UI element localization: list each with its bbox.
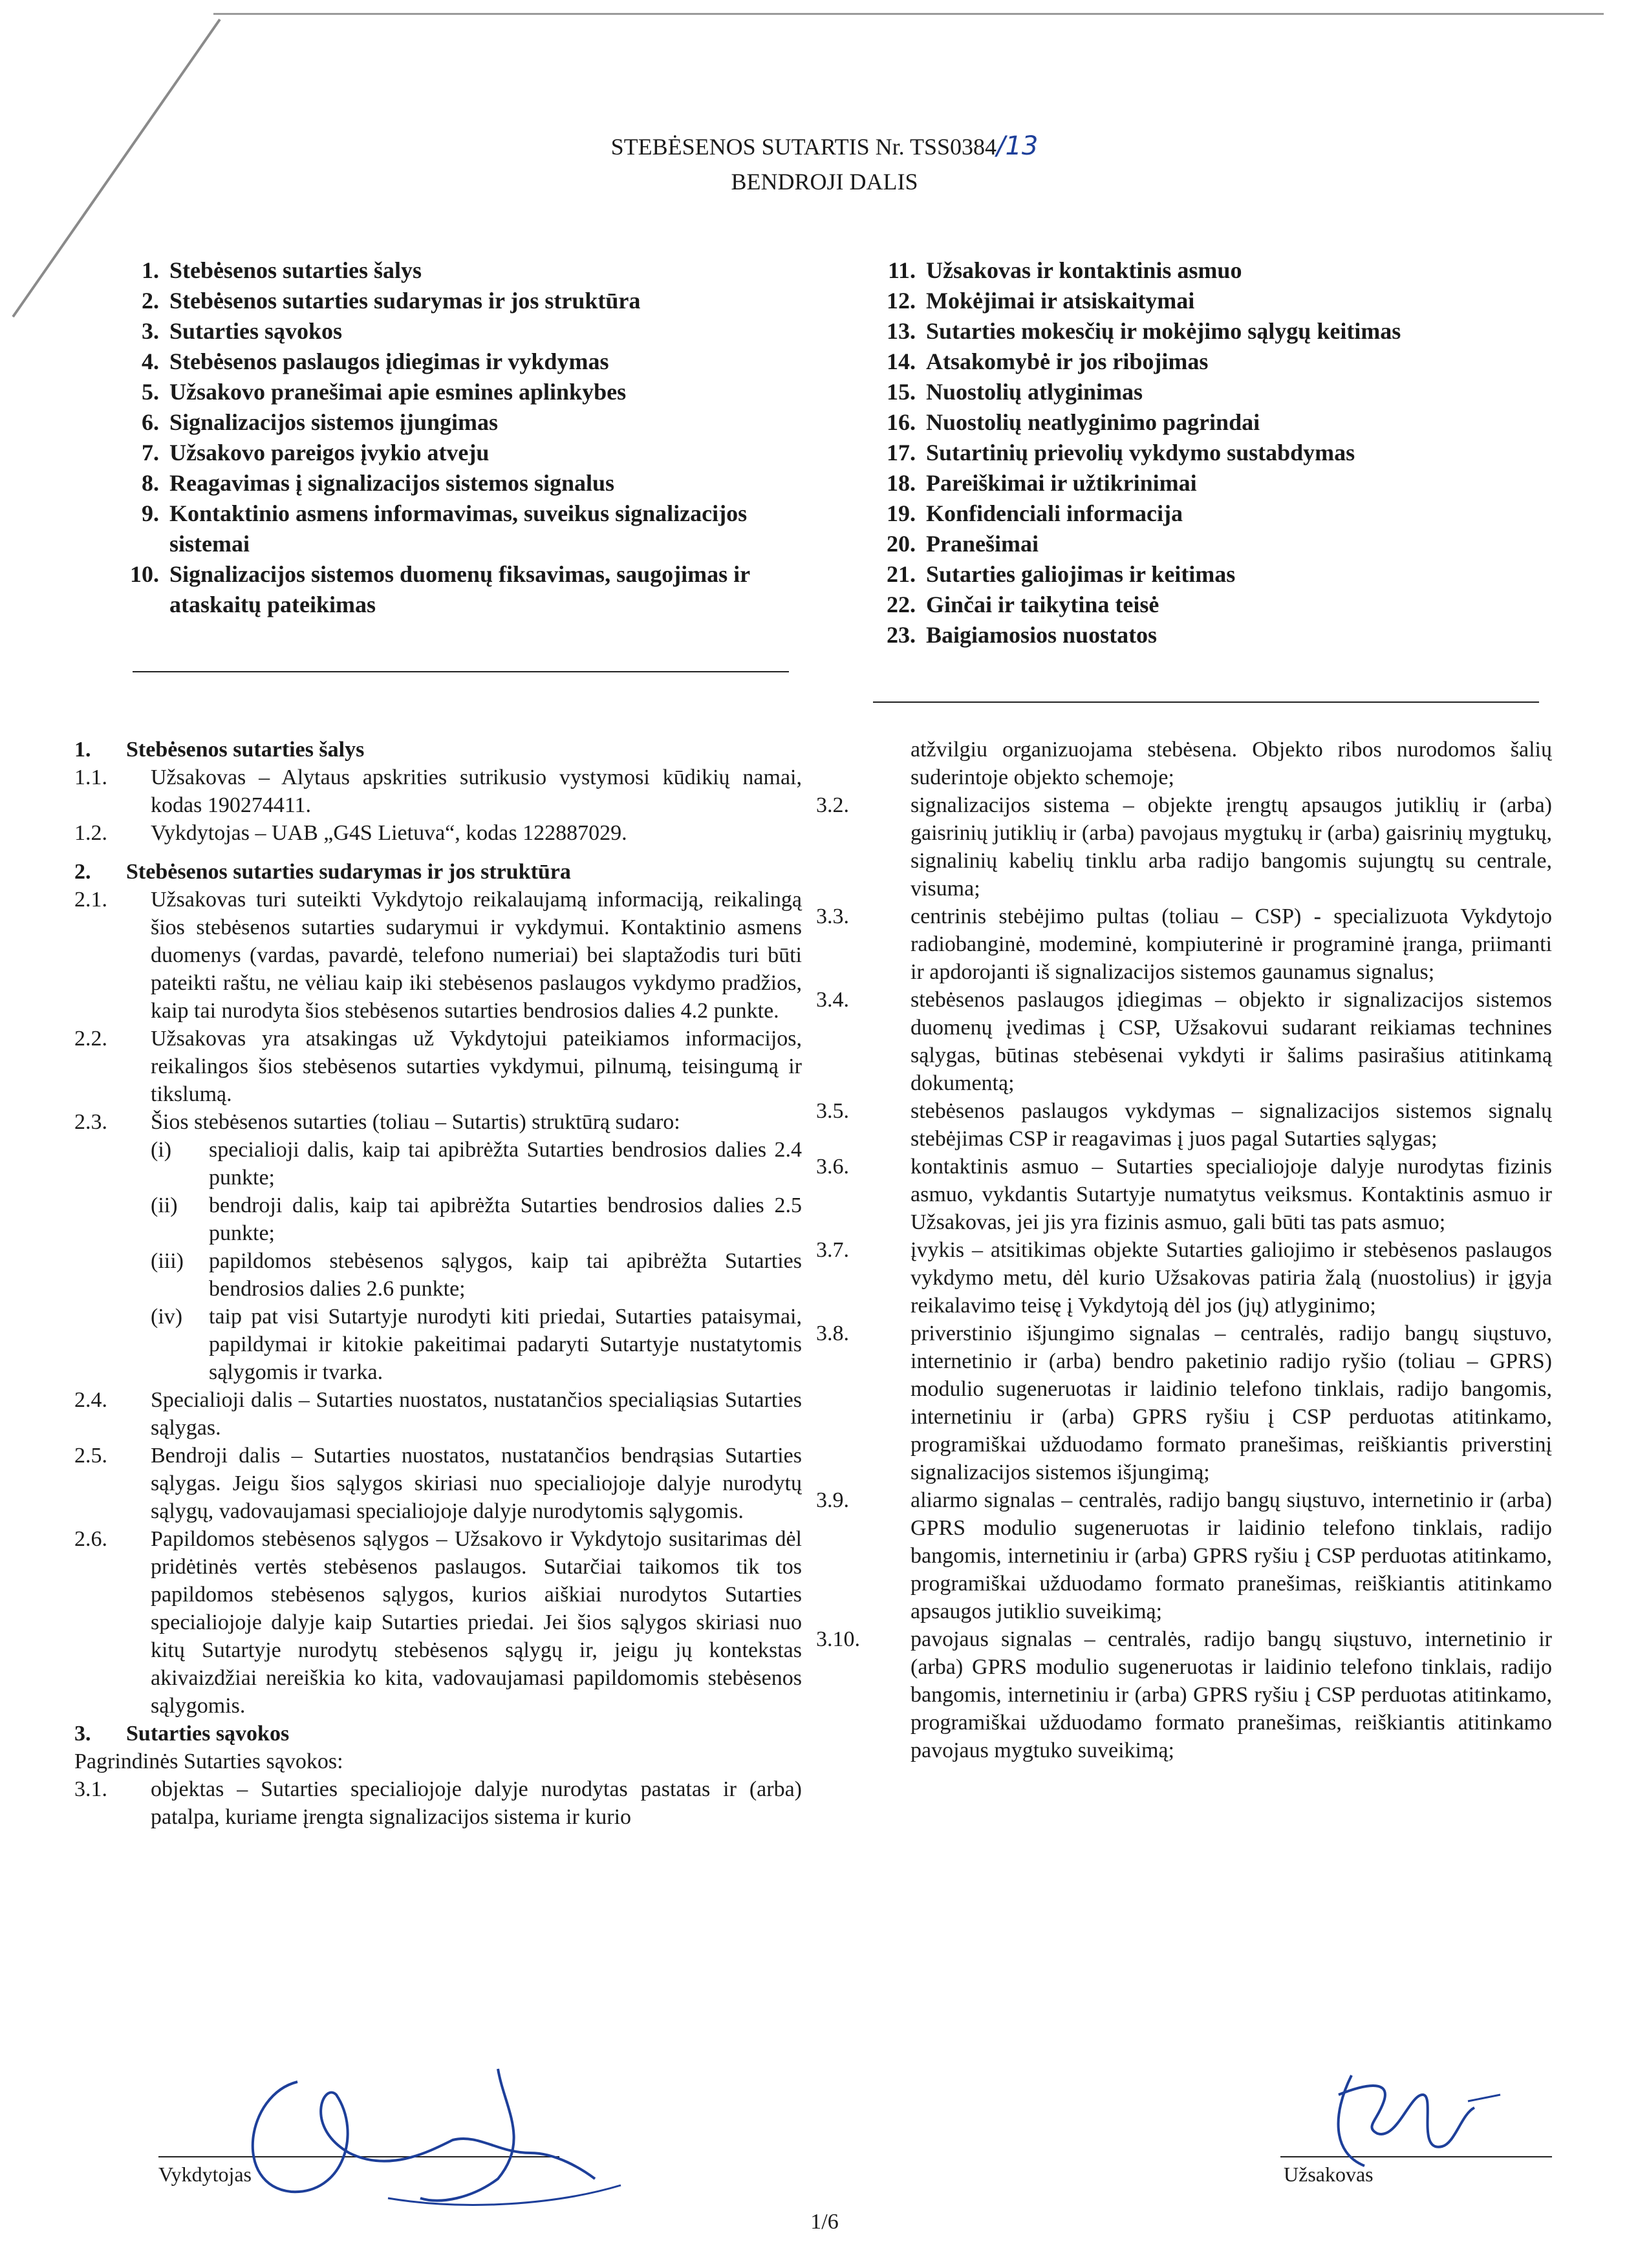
- scan-edge-line: [213, 13, 1604, 15]
- signature-right: [1287, 2056, 1520, 2185]
- clause: 1.1. Užsakovas – Alytaus apskrities sutrikusio vystymosi kūdikių namai, kodas 190274411.: [74, 765, 802, 817]
- toc-item: 5. Užsakovo pranešimai apie esmines aplinkybes: [142, 379, 627, 405]
- toc-item: 14. Atsakomybė ir jos ribojimas: [887, 348, 1209, 374]
- toc-item: 18. Pareiškimai ir užtikrinimai: [887, 470, 1197, 496]
- toc-item: 20. Pranešimai: [887, 531, 1039, 557]
- toc-item: 4. Stebėsenos paslaugos įdiegimas ir vykdymas: [142, 348, 609, 374]
- document-subtitle: BENDROJI DALIS: [731, 169, 918, 195]
- clause: 3.10. pavojaus signalas – centralės, radijo bangų siųstuvo, internetinio ir (arba) GPRS modulio sugeneruotas ir laidinio telefono tinklais, radijo bangomis, internetiniu ir (arba) GPRS ryšiu į CSP perduotas atitinkamo, programiškai užduodamo formato pranešimas, reiškiantis atitinkamo pavojaus mygtuko suveikimą;: [816, 1627, 1552, 1762]
- toc-item: 22. Ginčai ir taikytina teisė: [887, 592, 1159, 617]
- sub-clause: (iv) taip pat visi Sutartyje nurodyti kiti priedai, Sutarties pataisymai, papildymai ir kitokie pakeitimai padaryti Sutartyje nustatytomis sąlygomis ir tvarka.: [151, 1305, 802, 1384]
- signature-label-left: Vykdytojas: [158, 2163, 252, 2186]
- clause: 3.8. priverstinio išjungimo signalas – centralės, radijo bangų siųstuvo, internetinio ir (arba) bendro paketinio radijo ryšio (toliau – GPRS) modulio sugeneruotas ir laidinio telefono tinklais, radijo bangomis, internetiniu ir (arba) GPRS ryšiu į CSP perduotas atitinkamo, programiškai užduodamo formato pranešimas, reiškiantis priverstinį signalizacijos sistemos išjungimą;: [816, 1321, 1552, 1484]
- toc-item: 16. Nuostolių neatlyginimo pagrindai: [887, 409, 1260, 435]
- clause-continuation: atžvilgiu organizuojama stebėsena. Objekto ribos nurodomos šalių suderintoje objekto schemoje;: [911, 738, 1552, 789]
- clause: 2.6. Papildomos stebėsenos sąlygos – Užsakovo ir Vykdytojo susitarimas dėl pridėtinės vertės stebėsenos paslaugos. Sutarčiai taikomos tik tos papildomos stebėsenos sąlygos, kurios aiškiai nurodytos Sutarties specialiojoje dalyje kaip Sutarties priedai. Jei šios sąlygos skiriasi nuo kitų Sutartyje nurodytų stebėsenos sąlygų ir, jeigu jų kontekstas akivaizdžiai nereiškia ko kita, vadovaujamasi papildomomis stebėsenos sąlygomis.: [74, 1527, 802, 1718]
- document-title: [0, 129, 1649, 164]
- toc-item: 19. Konfidenciali informacija: [887, 500, 1183, 526]
- contract-number-handwritten: /13: [997, 131, 1039, 161]
- body-right-column: [816, 736, 1552, 1764]
- sub-clause: (ii) bendroji dalis, kaip tai apibrėžta Sutarties bendrosios dalies 2.5 punkte;: [151, 1193, 802, 1245]
- toc-item: 23. Baigiamosios nuostatos: [887, 622, 1158, 648]
- clause: 3.5. stebėsenos paslaugos vykdymas – signalizacijos sistemos signalų stebėjimas CSP ir reagavimas į juos pagal Sutarties sąlygas;: [816, 1099, 1552, 1151]
- clause: 3.6. kontaktinis asmuo – Sutarties specialiojoje dalyje nurodytas fizinis asmuo, vykdantis Sutartyje numatytus veiksmus. Kontaktinis asmuo ir Užsakovas, jei jis yra fizinis asmuo, gali būti tas pats asmuo;: [816, 1155, 1552, 1234]
- section-heading: 2. Stebėsenos sutarties sudarymas ir jos struktūra: [74, 860, 571, 884]
- clause: 2.3. Šios stebėsenos sutarties (toliau – Sutartis) struktūrą sudaro:: [74, 1110, 680, 1134]
- section-heading: 3. Sutarties sąvokos: [74, 1722, 290, 1746]
- clause: 3.2. signalizacijos sistema – objekte įrengtų apsaugos jutiklių ir (arba) gaisrinių jutiklių ir (arba) pavojaus mygtukų ir (arba) gaisrinių mygtukų, signalinių kabelių tinklu arba radijo bangomis sujungtų su centrale, visuma;: [816, 793, 1552, 901]
- signature-left: [194, 2056, 660, 2211]
- title-text: STEBĖSENOS SUTARTIS Nr. TSS0384: [610, 134, 997, 160]
- toc-item: 21. Sutarties galiojimas ir keitimas: [887, 561, 1236, 587]
- clause: 2.4. Specialioji dalis – Sutarties nuostatos, nustatančios specialiąsias Sutarties sąlygas.: [74, 1388, 802, 1440]
- toc-item: 15. Nuostolių atlyginimas: [887, 379, 1143, 405]
- clause: 2.1. Užsakovas turi suteikti Vykdytojo reikalaujamą informaciją, reikalingą šios stebėsenos sutarties sudarymui ir vykdymui. Kontaktinio asmens duomenys (vardas, pavardė, telefono numeriai) bei slaptažodis turi būti pateikti raštu, ne vėliau kaip iki stebėsenos paslaugos vykdymo pradžios, kaip tai nurodyta šios stebėsenos sutarties bendrosios dalies 4.2 punkte.: [74, 888, 802, 1023]
- clause: 3.3. centrinis stebėjimo pultas (toliau – CSP) - specializuota Vykdytojo radiobanginė, modeminė, kompiuterinė ir programinė įranga, priimanti ir apdorojanti iš signalizacijos sistemos gaunamus signalus;: [816, 904, 1552, 984]
- toc-item: 11. Užsakovas ir kontaktinis asmuo: [887, 257, 1242, 283]
- signature-label-right: Užsakovas: [1284, 2163, 1374, 2186]
- page-number: 1/6: [810, 2210, 839, 2234]
- toc-divider-right: [873, 701, 1539, 703]
- sub-clause: (i) specialioji dalis, kaip tai apibrėžta Sutarties bendrosios dalies 2.4 punkte;: [151, 1138, 802, 1190]
- clause: 2.2. Užsakovas yra atsakingas už Vykdytojui pateikiamos informacijos, reikalingos šios stebėsenos sutarties vykdymui, pilnumą, teisingumą ir tikslumą.: [74, 1027, 802, 1106]
- toc-left: [116, 255, 763, 620]
- clause: 3.9. aliarmo signalas – centralės, radijo bangų siųstuvo, internetinio ir (arba) GPRS modulio sugeneruotas ir laidinio telefono tinklais, radijo bangomis, internetiniu ir (arba) GPRS ryšiu į CSP perduotas atitinkamo, programiškai užduodamo formato pranešimas, reiškiantis atitinkamo apsaugos jutiklio suveikimą;: [816, 1488, 1552, 1623]
- body-left-column: [74, 736, 802, 1831]
- section-intro: Pagrindinės Sutarties sąvokos:: [74, 1749, 343, 1773]
- toc-item: 7. Užsakovo pareigos įvykio atveju: [142, 440, 490, 465]
- clause: 2.5. Bendroji dalis – Sutarties nuostatos, nustatančios bendrąsias Sutarties sąlygas. Jeigu šios sąlygos skiriasi nuo specialiojoje dalyje nurodytų sąlygų, vadovaujamasi specialiojoje dalyje nurodytomis sąlygomis.: [74, 1444, 802, 1523]
- section-heading: 1. Stebėsenos sutarties šalys: [74, 738, 365, 762]
- toc-item: 2. Stebėsenos sutarties sudarymas ir jos struktūra: [142, 288, 641, 314]
- toc-item: 10. Signalizacijos sistemos duomenų fiksavimas, saugojimas ir ataskaitų pateikimas: [130, 561, 750, 617]
- sub-clause: (iii) papildomos stebėsenos sąlygos, kaip tai apibrėžta Sutarties bendrosios dalies 2.6 punkte;: [151, 1249, 802, 1301]
- toc-item: 3. Sutarties sąvokos: [142, 318, 343, 344]
- toc-item: 17. Sutartinių prievolių vykdymo sustabdymas: [887, 440, 1355, 465]
- clause: 3.1. objektas – Sutarties specialiojoje dalyje nurodytas pastatas ir (arba) patalpa, kuriame įrengta signalizacijos sistema ir kurio: [74, 1777, 802, 1829]
- toc-item: 6. Signalizacijos sistemos įjungimas: [142, 409, 499, 435]
- clause: 3.7. įvykis – atsitikimas objekte Sutarties galiojimo ir stebėsenos paslaugos vykdymo metu, dėl kurio Užsakovas patiria žalą (nuostolius) ir įgyja reikalavimo teisę į Vykdytoją dėl jos (jų) atlyginimo;: [816, 1238, 1552, 1318]
- clause: 3.4. stebėsenos paslaugos įdiegimas – objekto ir signalizacijos sistemos duomenų įvedimas į CSP, Užsakovui sudarant reikiamas technines sąlygas, būtinas stebėsenai vykdyti ir šalims pasirašius atitinkamą dokumentą;: [816, 988, 1552, 1095]
- toc-item: 9. Kontaktinio asmens informavimas, suveikus signalizacijos sistemai: [142, 500, 748, 557]
- toc-item: 1. Stebėsenos sutarties šalys: [142, 257, 422, 283]
- toc-item: 12. Mokėjimai ir atsiskaitymai: [887, 288, 1195, 314]
- toc-divider-left: [133, 671, 789, 672]
- toc-item: 13. Sutarties mokesčių ir mokėjimo sąlygų keitimas: [887, 318, 1401, 344]
- toc-right: [873, 255, 1584, 650]
- toc-item: 8. Reagavimas į signalizacijos sistemos signalus: [142, 470, 615, 496]
- clause: 1.2. Vykdytojas – UAB „G4S Lietuva“, kodas 122887029.: [74, 821, 627, 845]
